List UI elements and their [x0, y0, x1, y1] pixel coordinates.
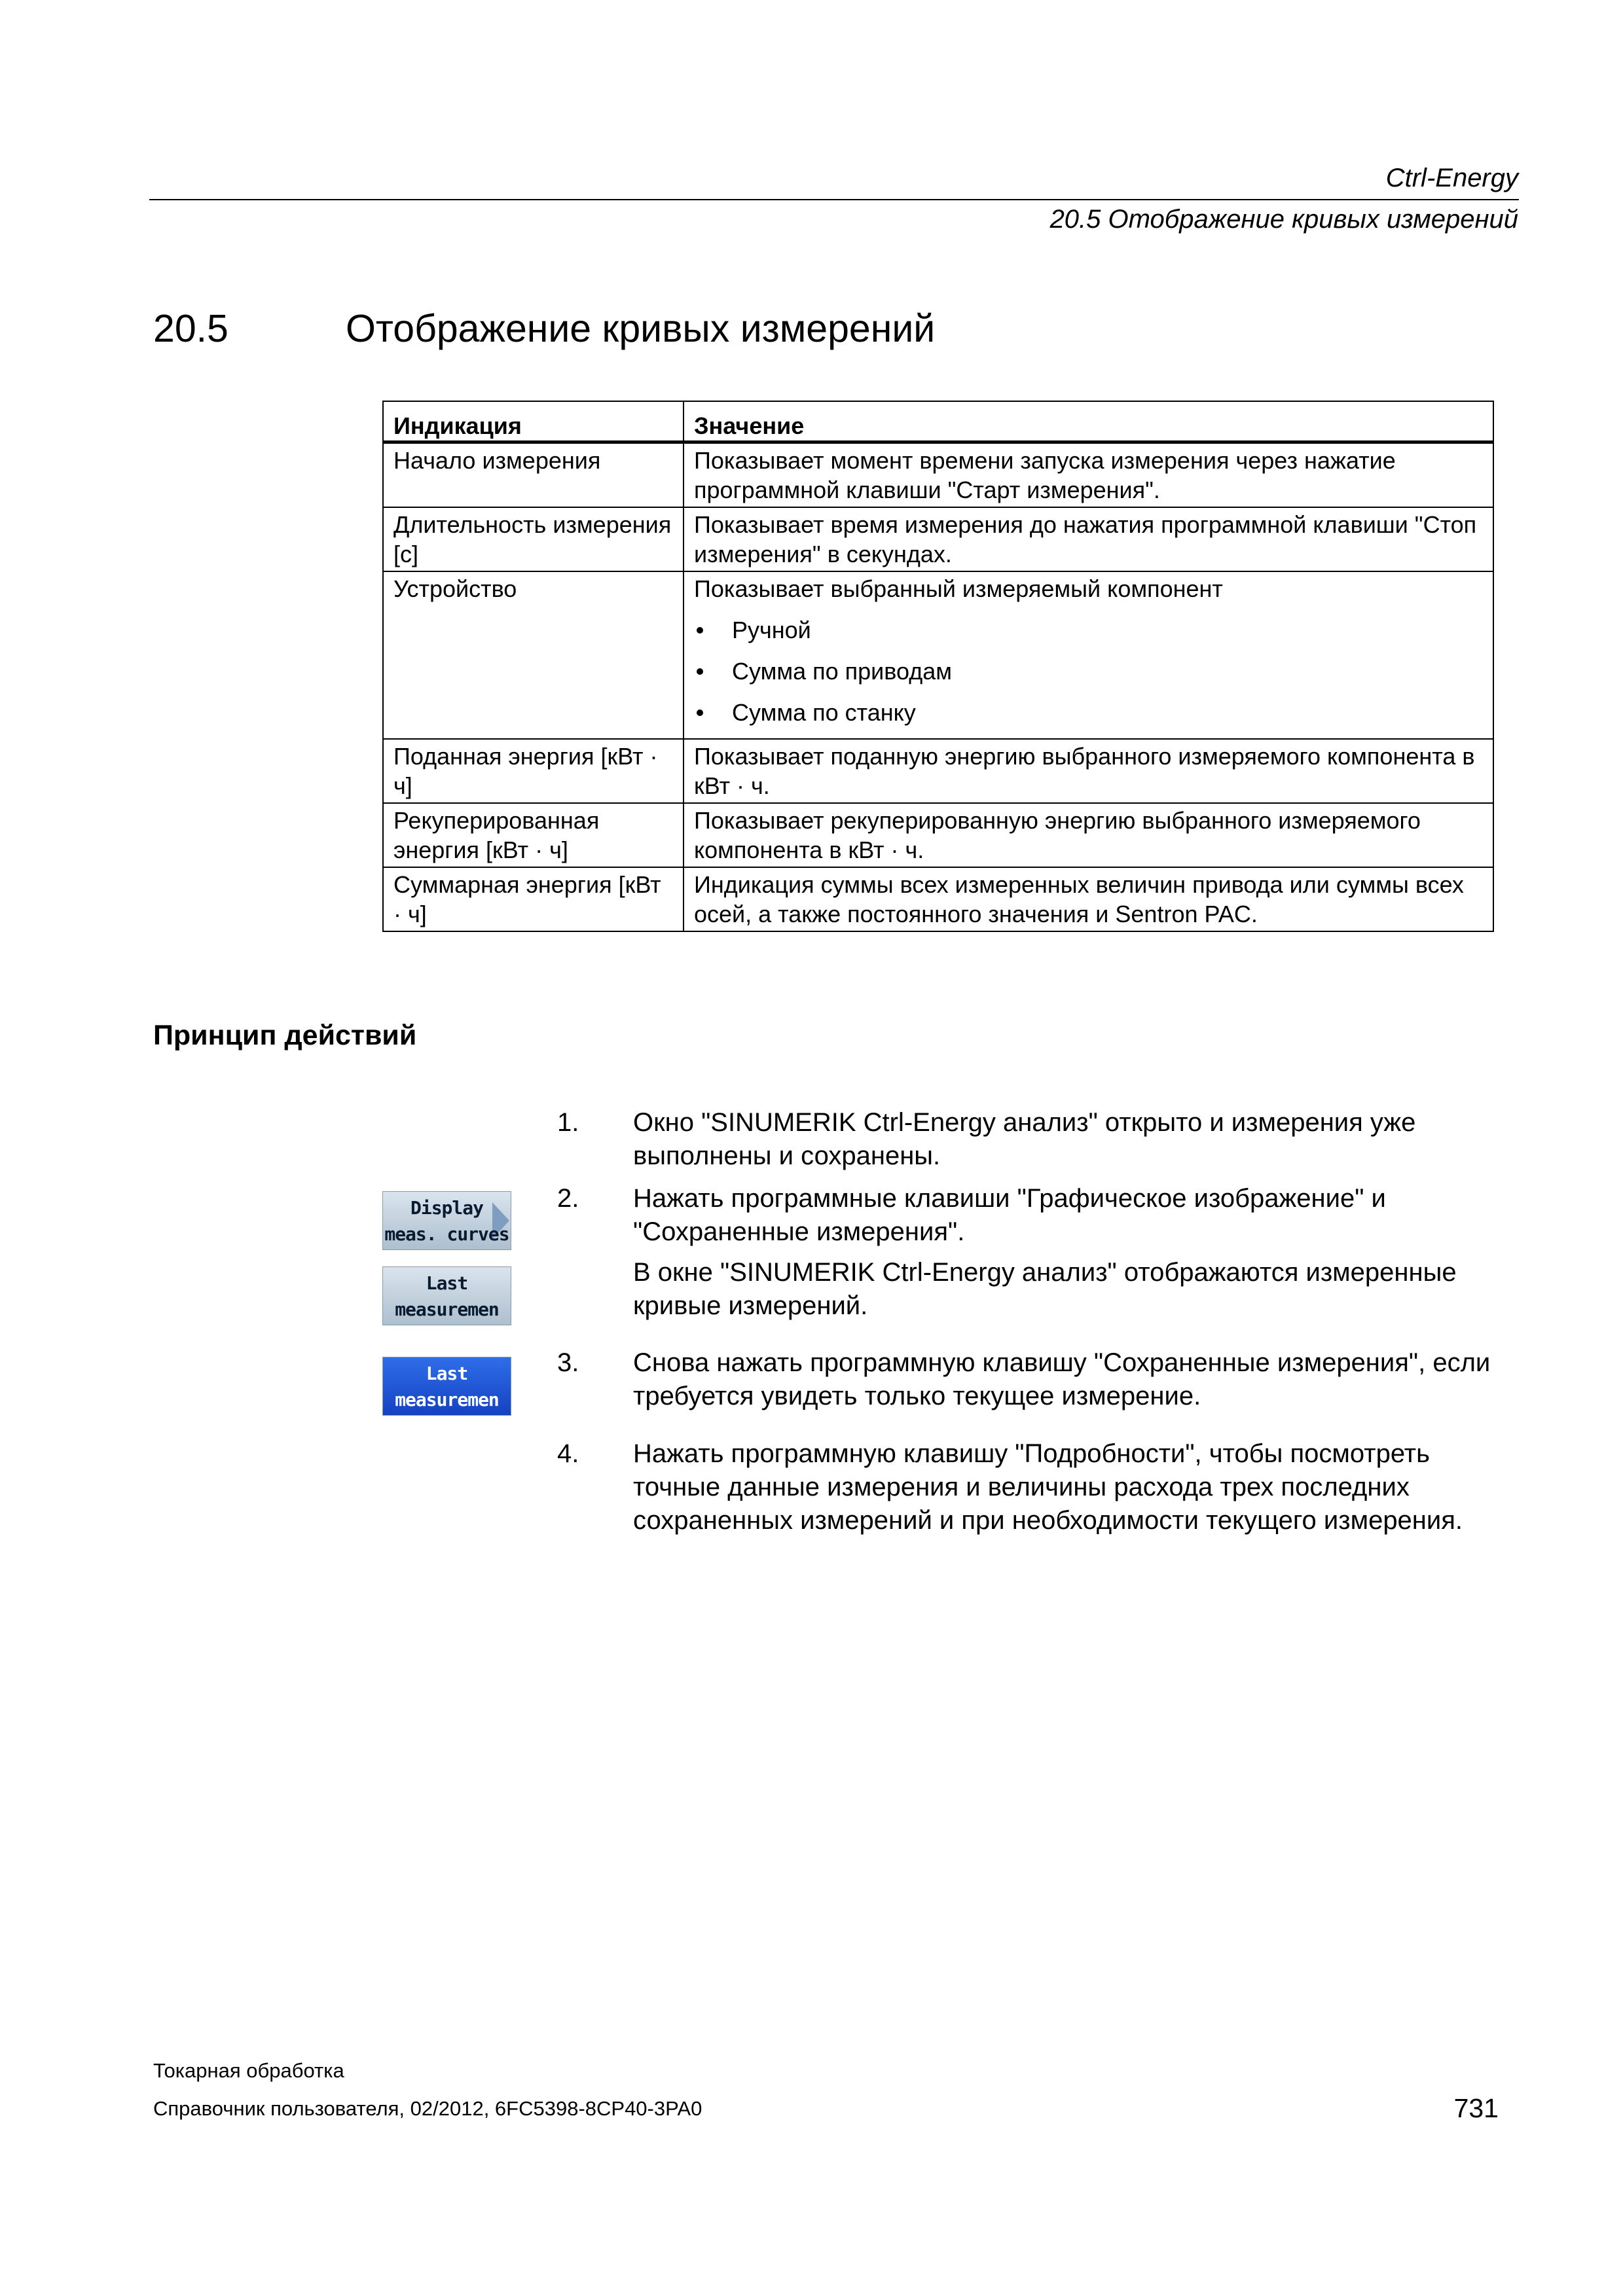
table-row	[383, 442, 1493, 508]
step-text: Нажать программную клавишу "Подробности", чтобы посмотреть точные данные измерения и величины расхода трех последних сохраненных измерений и при необходимости текущего измерения.	[633, 1439, 1463, 1535]
step-number: 1.	[557, 1108, 579, 1137]
table-cell-indication: Начало измерения	[383, 442, 684, 508]
table-cell-meaning: Показывает поданную энергию выбранного измеряемого компонента в кВт · ч.	[684, 739, 1493, 803]
table-cell-indication: Рекуперированная энергия [кВт · ч]	[383, 803, 684, 867]
list-item	[694, 656, 1483, 686]
step-note: В окне "SINUMERIK Ctrl-Energy анализ" отображаются измеренные кривые измерений.	[633, 1258, 1457, 1320]
softkey-label-line1: Last	[426, 1272, 468, 1294]
step-number: 4.	[557, 1439, 579, 1468]
table-header-indication: Индикация	[383, 401, 684, 442]
step-text: Снова нажать программную клавишу "Сохраненные измерения", если требуется увидеть только текущее измерение.	[633, 1348, 1491, 1410]
table-row	[383, 867, 1493, 931]
table-cell-indication: Устройство	[383, 571, 684, 739]
running-header-section: 20.5 Отображение кривых измерений	[1049, 205, 1518, 234]
table-row	[383, 739, 1493, 803]
step-text: Окно "SINUMERIK Ctrl-Energy анализ" открыто и измерения уже выполнены и сохранены.	[633, 1108, 1416, 1170]
display-meas-curves-softkey[interactable]	[382, 1191, 511, 1250]
footer-manual-info: Справочник пользователя, 02/2012, 6FC5398-8CP40-3PA0	[153, 2097, 702, 2120]
bullet-list	[694, 615, 1483, 727]
table-cell-meaning-with-list	[684, 571, 1493, 739]
last-measurement-softkey[interactable]	[382, 1266, 511, 1325]
running-header-chapter: Ctrl-Energy	[1385, 164, 1518, 192]
step-number: 2.	[557, 1184, 579, 1213]
bullet-icon	[697, 627, 703, 634]
section-title: Отображение кривых измерений	[346, 307, 936, 350]
page-number: 731	[1453, 2093, 1499, 2123]
list-item-label: Сумма по станку	[732, 699, 916, 726]
bullet-icon	[697, 709, 703, 716]
table-header-row	[383, 401, 1493, 442]
section-number: 20.5	[153, 307, 228, 350]
table-row	[383, 571, 1493, 739]
step-number: 3.	[557, 1348, 579, 1377]
softkey-label-line1: Display	[410, 1197, 483, 1219]
indication-table	[382, 401, 1494, 932]
bullet-icon	[697, 668, 703, 675]
last-measurement-softkey-active[interactable]	[382, 1357, 511, 1416]
step-text: Нажать программные клавиши "Графическое изображение" и "Сохраненные измерения".	[633, 1184, 1386, 1246]
table-row	[383, 803, 1493, 867]
table-cell-meaning: Индикация суммы всех измеренных величин привода или суммы всех осей, а также постоянного значения и Sentron PAC.	[684, 867, 1493, 931]
footer-book-title: Токарная обработка	[153, 2059, 344, 2082]
table-cell-indication: Суммарная энергия [кВт · ч]	[383, 867, 684, 931]
list-item	[694, 698, 1483, 727]
list-item-label: Ручной	[732, 617, 811, 643]
softkey-label-line1: Last	[426, 1363, 468, 1384]
softkey-label-line2: measuremen	[395, 1299, 499, 1320]
table-cell-meaning: Показывает рекуперированную энергию выбранного измеряемого компонента в кВт · ч.	[684, 803, 1493, 867]
softkey-label-line2: measuremen	[395, 1389, 499, 1410]
table-cell-meaning: Показывает время измерения до нажатия программной клавиши "Стоп измерения" в секундах.	[684, 507, 1493, 571]
table-cell-indication: Длительность измерения [с]	[383, 507, 684, 571]
principle-heading: Принцип действий	[153, 1020, 417, 1051]
table-cell-meaning: Показывает момент времени запуска измерения через нажатие программной клавиши "Старт измерения".	[684, 442, 1493, 508]
header-rule	[149, 199, 1519, 200]
softkey-label-line2: meas. curves	[384, 1223, 509, 1245]
table-cell-indication: Поданная энергия [кВт · ч]	[383, 739, 684, 803]
table-cell-meaning: Показывает выбранный измеряемый компонент	[694, 575, 1223, 602]
list-item	[694, 615, 1483, 645]
list-item-label: Сумма по приводам	[732, 658, 952, 685]
table-header-meaning: Значение	[684, 401, 1493, 442]
table-row	[383, 507, 1493, 571]
